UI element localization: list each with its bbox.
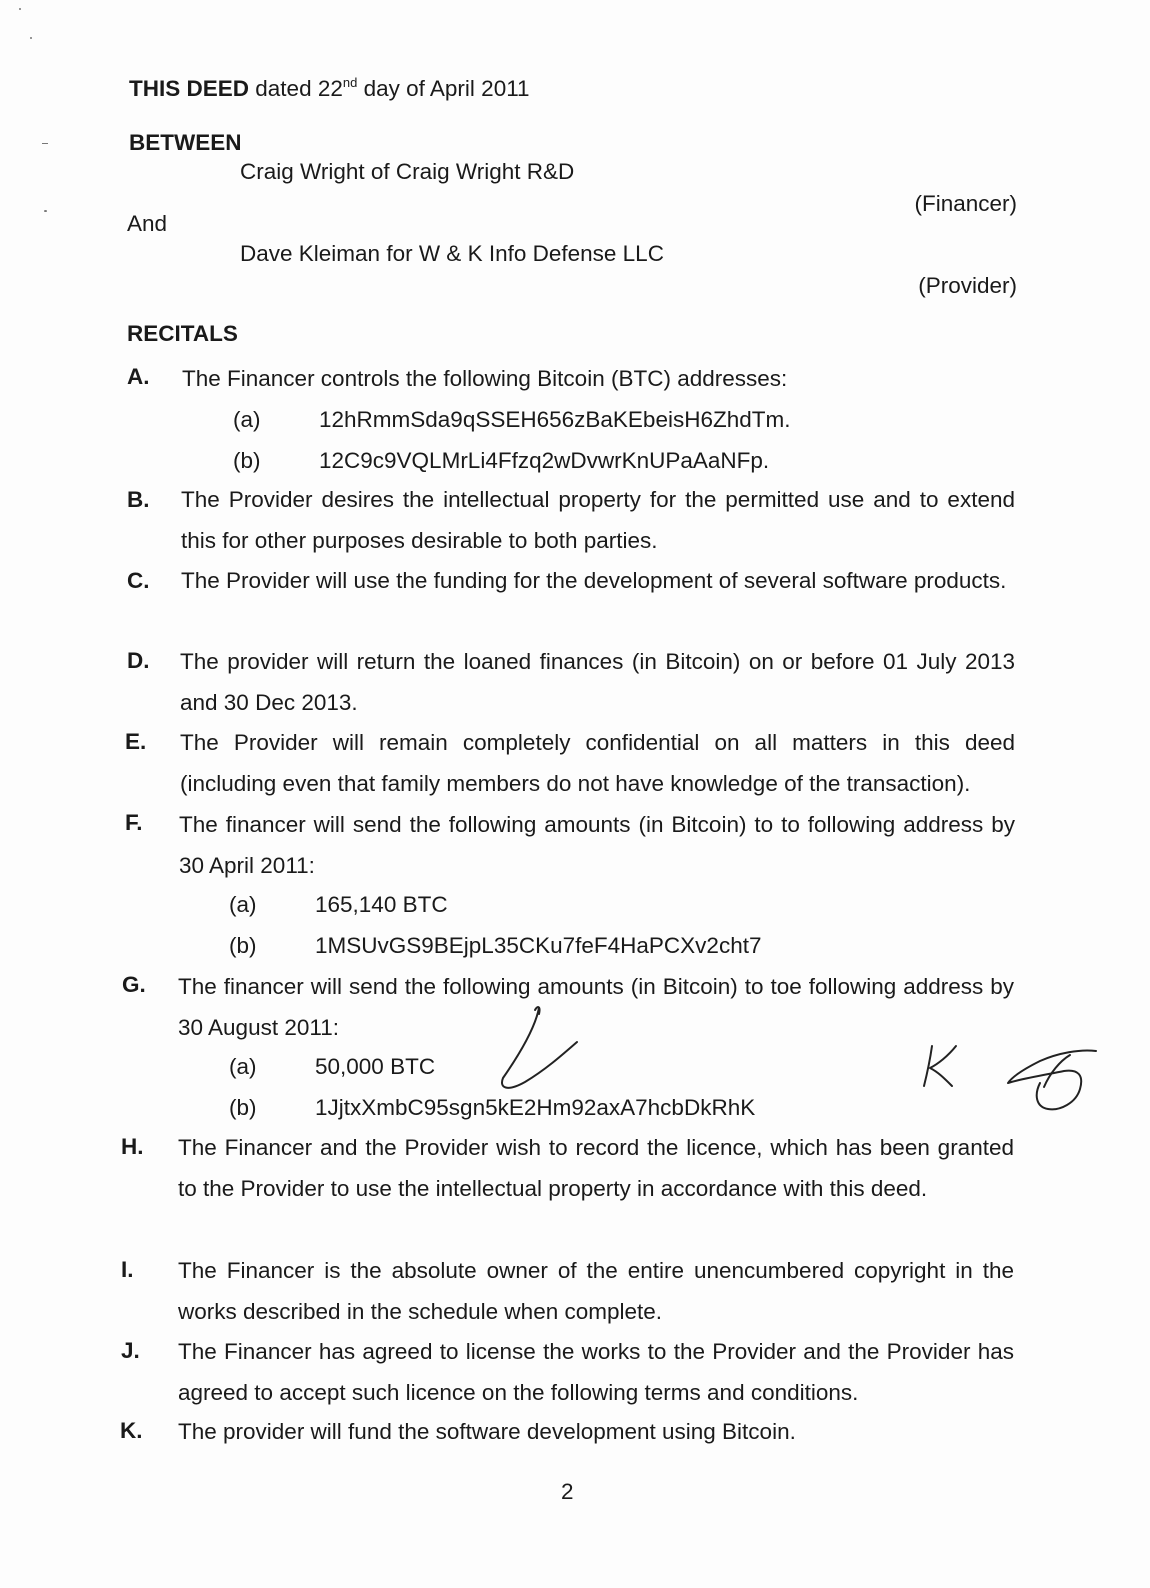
recital-f-text: The financer will send the following amounts (in Bitcoin) to to following address by 30 April 2011: bbox=[179, 812, 1015, 878]
btc-address: 1JjtxXmbC95sgn5kE2Hm92axA7hcbDkRhK bbox=[315, 1095, 756, 1120]
between-label: BETWEEN bbox=[129, 130, 242, 155]
recital-g-text: The financer will send the following amounts (in Bitcoin) to toe following address by 30 August 2011: bbox=[178, 974, 1014, 1040]
item-key: (a) bbox=[229, 892, 257, 917]
item-key: (b) bbox=[229, 933, 257, 958]
recital-h-text: The Financer and the Provider wish to record the licence, which has been granted to the Provider to use the intellectual property in accordance with this deed. bbox=[178, 1135, 1014, 1201]
party1-name: Craig Wright of Craig Wright R&D bbox=[240, 159, 575, 184]
btc-amount: 165,140 BTC bbox=[315, 892, 448, 917]
recital-j-letter: J. bbox=[121, 1338, 140, 1363]
recitals-heading: RECITALS bbox=[127, 321, 238, 346]
recital-e-text: The Provider will remain completely confidential on all matters in this deed (including even that family members do not have knowledge of the transaction). bbox=[180, 730, 1015, 796]
initials-k-signature bbox=[918, 1040, 968, 1090]
btc-address: 12C9c9VQLMrLi4Ffzq2wDvwrKnUPaAaNFp. bbox=[319, 448, 770, 473]
scan-speck bbox=[42, 143, 48, 144]
item-key: (b) bbox=[229, 1095, 257, 1120]
scan-speck bbox=[19, 8, 21, 10]
recital-d-letter: D. bbox=[127, 648, 150, 673]
scan-speck bbox=[44, 210, 47, 212]
dated-text: dated 22 bbox=[255, 76, 343, 101]
page-number: 2 bbox=[561, 1479, 574, 1504]
recital-d-text: The provider will return the loaned finances (in Bitcoin) on or before 01 July 2013 and 30 Dec 2013. bbox=[180, 649, 1015, 715]
recital-k-text: The provider will fund the software development using Bitcoin. bbox=[178, 1419, 796, 1444]
party2-role: (Provider) bbox=[918, 273, 1017, 298]
recital-c-text: The Provider will use the funding for the development of several software products. bbox=[181, 568, 1007, 593]
item-key: (b) bbox=[233, 448, 261, 473]
deed-date-line bbox=[129, 76, 530, 102]
handwritten-mark bbox=[495, 1000, 585, 1095]
btc-address: 1MSUvGS9BEjpL35CKu7feF4HaPCXv2cht7 bbox=[315, 933, 762, 958]
recital-e-letter: E. bbox=[125, 729, 147, 754]
party2-name: Dave Kleiman for W & K Info Defense LLC bbox=[240, 241, 664, 266]
btc-amount: 50,000 BTC bbox=[315, 1054, 436, 1079]
recital-k-letter: K. bbox=[120, 1418, 143, 1443]
recital-g-letter: G. bbox=[122, 972, 146, 997]
item-key: (a) bbox=[233, 407, 261, 432]
recital-h-letter: H. bbox=[121, 1134, 144, 1159]
recital-a-text: The Financer controls the following Bitcoin (BTC) addresses: bbox=[182, 366, 788, 391]
date-rest: day of April 2011 bbox=[363, 76, 530, 101]
scan-speck bbox=[30, 37, 32, 39]
initials-scribble-signature bbox=[1000, 1045, 1105, 1117]
recital-b-text: The Provider desires the intellectual property for the permitted use and to extend this for other purposes desirable to both parties. bbox=[181, 487, 1015, 553]
recital-i-letter: I. bbox=[121, 1257, 134, 1282]
party1-role: (Financer) bbox=[914, 191, 1017, 216]
btc-address: 12hRmmSda9qSSEH656zBaKEbeisH6ZhdTm. bbox=[319, 407, 791, 432]
recital-b-letter: B. bbox=[127, 487, 150, 512]
recital-c-letter: C. bbox=[127, 568, 150, 593]
recital-j-text: The Financer has agreed to license the works to the Provider and the Provider has agreed to accept such licence on the following terms and conditions. bbox=[178, 1339, 1014, 1405]
recital-f-letter: F. bbox=[125, 810, 143, 835]
ordinal-suffix: nd bbox=[342, 75, 358, 90]
recital-i-text: The Financer is the absolute owner of the entire unencumbered copyright in the works described in the schedule when complete. bbox=[178, 1258, 1014, 1324]
item-key: (a) bbox=[229, 1054, 257, 1079]
and-label: And bbox=[127, 211, 168, 236]
deed-label: THIS DEED bbox=[129, 76, 250, 101]
recital-a-letter: A. bbox=[127, 364, 150, 389]
